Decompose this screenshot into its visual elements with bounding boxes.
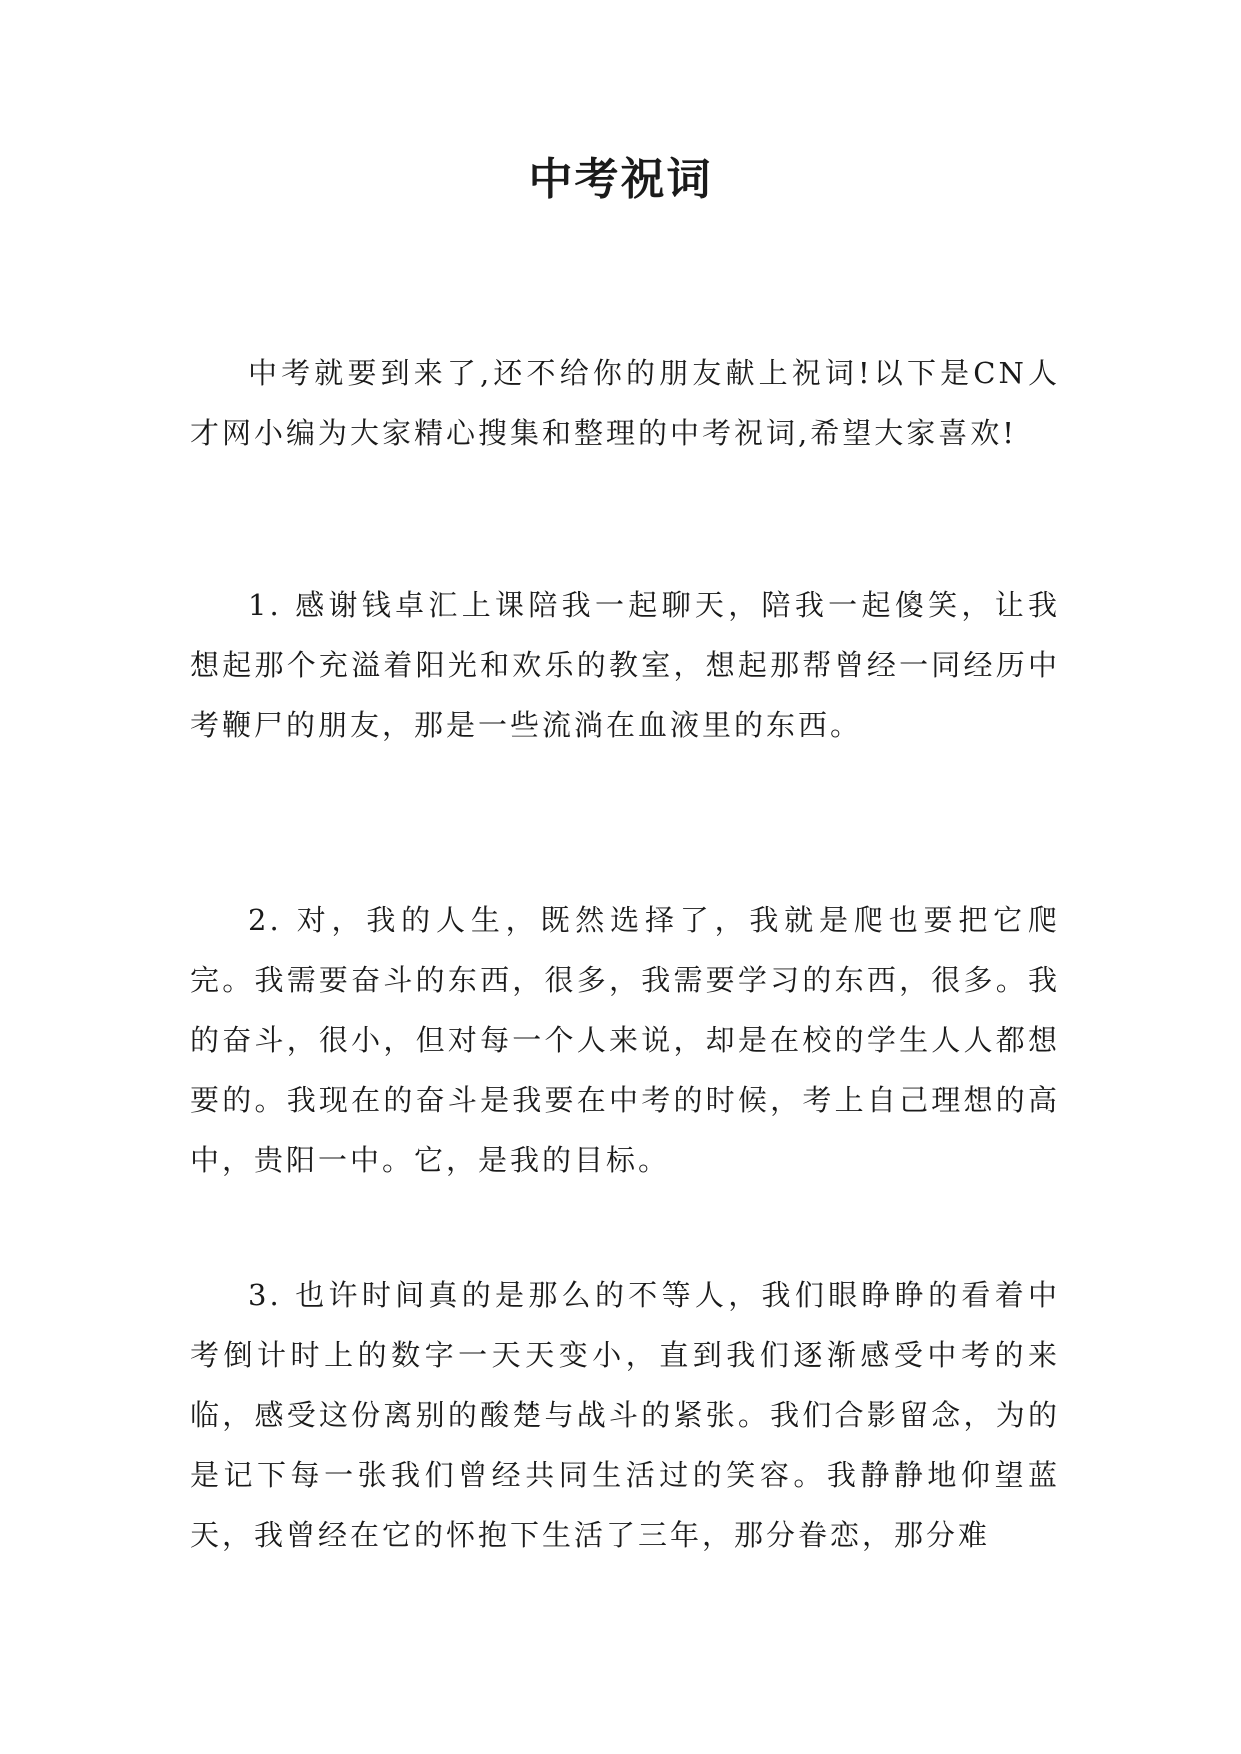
document-title: 中考祝词 bbox=[528, 154, 713, 205]
intro-paragraph: 中考就要到来了,还不给你的朋友献上祝词!以下是CN人才网小编为大家精心搜集和整理的中考祝词,希望大家喜欢! bbox=[190, 356, 1060, 450]
paragraph-3: 3. 也许时间真的是那么的不等人，我们眼睁睁的看着中考倒计时上的数字一天天变小，直到我们逐渐感受中考的来临，感受这份离别的酸楚与战斗的紧张。我们合影留念，为的是记下每一张我们曾经共同生活过的笑容。我静静地仰望蓝天，我曾经在它的怀抱下生活了三年，那分眷恋，那分难 bbox=[190, 1278, 1060, 1552]
paragraph-2: 2. 对，我的人生，既然选择了，我就是爬也要把它爬完。我需要奋斗的东西，很多，我需要学习的东西，很多。我的奋斗，很小，但对每一个人来说，却是在校的学生人人都想要的。我现在的奋斗是我要在中考的时候，考上自己理想的高中，贵阳一中。它，是我的目标。 bbox=[190, 903, 1060, 1177]
paragraph-1: 1. 感谢钱卓汇上课陪我一起聊天，陪我一起傻笑，让我想起那个充溢着阳光和欢乐的教室，想起那帮曾经一同经历中考鞭尸的朋友，那是一些流淌在血液里的东西。 bbox=[190, 588, 1060, 742]
